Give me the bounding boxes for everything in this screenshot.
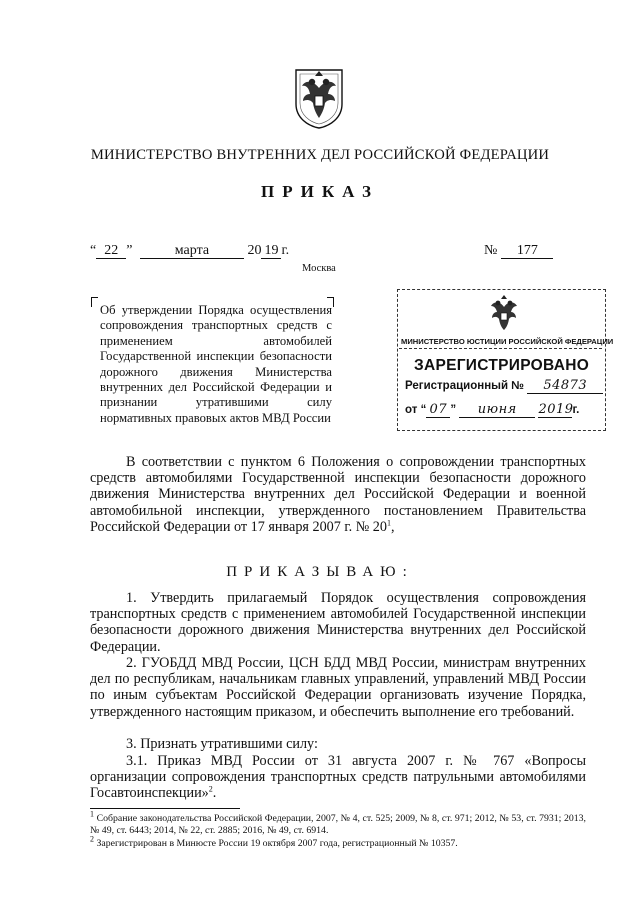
footnote-1-text: Собрание законодательства Российской Федерации, 2007, № 4, ст. 525; 2009, № 8, ст. 971; 2012, № 53, ст. 7931; 2013, № 49, ст. 6443; 2014, № 22, ст. 2885; 2016, № 49, ст. 6914. — [90, 813, 587, 837]
order-date — [90, 243, 289, 259]
date-year-suffix: 19 — [261, 244, 281, 259]
stamp-emblem-icon — [484, 294, 524, 334]
stamp-ministry: МИНИСТЕРСТВО ЮСТИЦИИ РОССИЙСКОЙ ФЕДЕРАЦИИ — [401, 337, 614, 346]
footnote-2 — [90, 834, 586, 850]
coat-of-arms-icon — [292, 66, 346, 130]
stamp-date-unit: г. — [572, 404, 580, 416]
city: Москва — [302, 263, 336, 274]
item-3: 3. Признать утратившими силу: — [126, 736, 318, 752]
item-3-1-end: . — [212, 785, 217, 802]
order-word: ПРИКАЗЫВАЮ: — [226, 564, 414, 580]
preamble — [90, 454, 586, 535]
stamp-date-from: от — [405, 404, 418, 416]
item-2: 2. ГУОБДД МВД России, ЦСН БДД МВД России, министрам внутренних дел по республикам, начальникам главных управлений, управлений МВД России по иным субъектам Российской Федерации организовать изучение Порядка, утвержденного настоящим приказом, и обеспечить выполнение его требований. — [90, 655, 586, 720]
date-year-unit: г. — [281, 243, 290, 258]
item-1: 1. Утвердить прилагаемый Порядок осуществления сопровождения транспортных средств с применением автомобилей Государственной инспекции безопасности дорожного движения Министерства внутренних дел Российской Федерации. — [90, 590, 586, 655]
footnote-ref-1: 1 — [387, 518, 391, 528]
number-label: № — [484, 243, 498, 258]
number-value: 177 — [501, 244, 553, 259]
footnote-2-text: Зарегистрирован в Минюсте России 19 октября 2007 года, регистрационный № 10357. — [96, 838, 458, 849]
stamp-reg-number: 54873 — [527, 379, 603, 394]
footnote-1-ref: 1 — [90, 809, 94, 819]
document-type: ПРИКАЗ — [261, 182, 379, 201]
order-subject: Об утверждении Порядка осуществления сопровождения транспортных средств с применением автомобилей Государственной инспекции безопасности дорожного движения Министерства внутренних дел Российской Федерации и признании утратившими силу нормативных правовых актов МВД России — [100, 303, 332, 425]
stamp-date-day: 07 — [426, 403, 450, 418]
stamp-registration — [405, 379, 603, 394]
footnote-1 — [90, 809, 587, 837]
date-day: 22 — [96, 244, 126, 259]
date-quote-close: ” — [126, 243, 133, 258]
stamp-divider — [399, 348, 602, 349]
footnote-ref-2: 2 — [208, 784, 213, 794]
stamp-reg-label: Регистрационный № — [405, 380, 525, 392]
ministry-name: МИНИСТЕРСТВО ВНУТРЕННИХ ДЕЛ РОССИЙСКОЙ ФЕДЕРАЦИИ — [90, 147, 550, 163]
stamp-title: ЗАРЕГИСТРИРОВАНО — [413, 357, 590, 374]
stamp-date-year: 2019 — [538, 402, 574, 417]
stamp-date-month: июня — [459, 403, 535, 418]
preamble-text: В соответствии с пунктом 6 Положения о сопровождении транспортных средств автомобилями Государственной инспекции безопасности дорожного движения Министерства внутренних дел Российской Федерации и военной автомобильной инспекции, утвержденного постановлением Правительства Российской Федерации от 17 января 2007 г. № 20 — [90, 454, 586, 535]
footnote-2-ref: 2 — [90, 834, 94, 844]
stamp-date — [405, 403, 579, 418]
footnote-divider — [90, 808, 240, 809]
subject-bracket-left — [91, 297, 98, 307]
item-3-1-text: 3.1. Приказ МВД России от 31 августа 2007 г. № 767 «Вопросы организации сопровождения транспортных средств патрульными автомобилями Госавтоинспекции» — [90, 753, 586, 802]
item-3-1 — [90, 753, 586, 802]
date-month: марта — [140, 244, 244, 259]
order-number — [484, 243, 553, 259]
date-year-prefix: 20 — [247, 243, 262, 258]
preamble-end: , — [391, 518, 395, 535]
stamp-date-quote-close: ” — [450, 404, 457, 416]
stamp-date-quote-open: “ — [420, 404, 427, 416]
date-quote-open: “ — [90, 243, 97, 258]
